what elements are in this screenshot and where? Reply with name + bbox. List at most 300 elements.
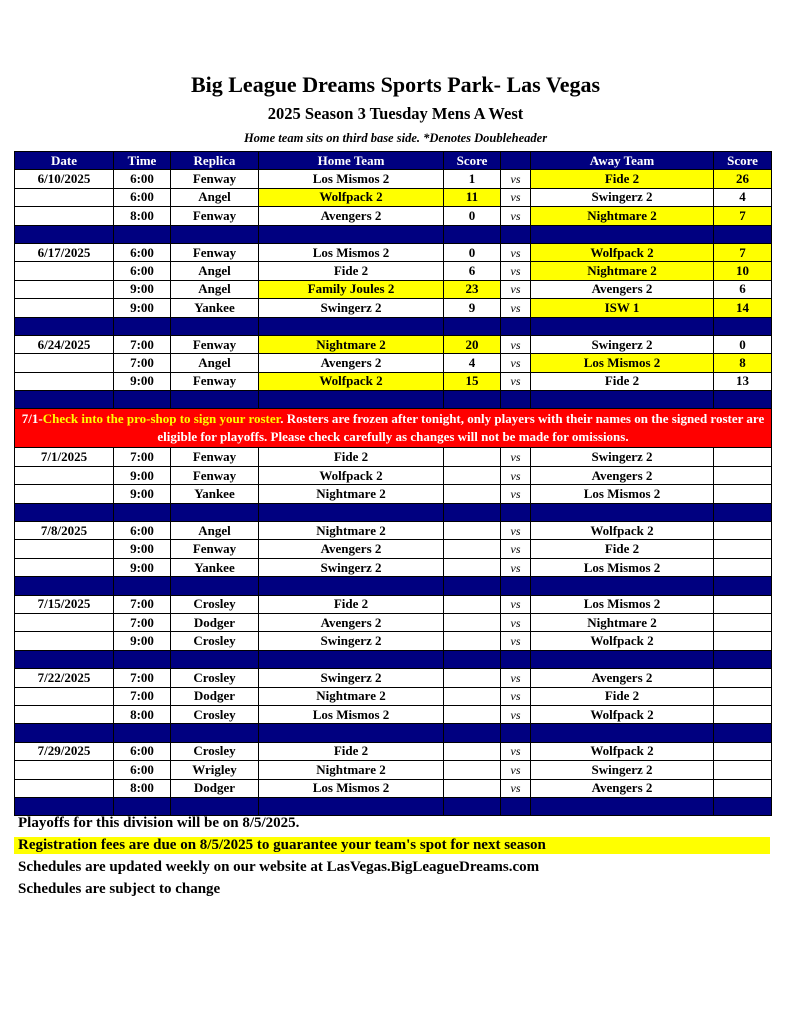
time-cell: 9:00 [114, 280, 171, 298]
away-score-cell [714, 687, 772, 705]
week-separator-row [15, 391, 772, 409]
week-separator-row [15, 797, 772, 815]
game-row [15, 595, 772, 613]
vs-label: vs [501, 558, 531, 576]
separator-cell [114, 391, 171, 409]
separator-cell [714, 797, 772, 815]
separator-cell [444, 724, 501, 742]
away-team-cell: Nightmare 2 [531, 262, 714, 280]
date-cell: 6/17/2025 [15, 243, 114, 261]
date-cell: 6/10/2025 [15, 170, 114, 188]
game-row [15, 540, 772, 558]
date-cell [15, 761, 114, 779]
game-row [15, 335, 772, 353]
separator-cell [501, 317, 531, 335]
home-score-cell [444, 705, 501, 723]
game-row [15, 687, 772, 705]
vs-label: vs [501, 188, 531, 206]
away-score-cell [714, 779, 772, 797]
field-cell: Angel [171, 280, 259, 298]
date-cell [15, 687, 114, 705]
home-score-cell: 9 [444, 299, 501, 317]
time-cell: 7:00 [114, 687, 171, 705]
separator-cell [501, 650, 531, 668]
separator-cell [15, 724, 114, 742]
separator-cell [259, 724, 444, 742]
home-team-cell: Family Joules 2 [259, 280, 444, 298]
vs-label: vs [501, 632, 531, 650]
away-score-cell [714, 742, 772, 760]
away-team-cell: Wolfpack 2 [531, 632, 714, 650]
home-team-cell: Wolfpack 2 [259, 372, 444, 390]
playoffs-note: Playoffs for this division will be on 8/5/2025. [18, 815, 300, 831]
home-score-cell: 0 [444, 207, 501, 225]
column-header-date: Date [15, 152, 114, 170]
home-score-cell [444, 558, 501, 576]
vs-label: vs [501, 466, 531, 484]
separator-cell [531, 317, 714, 335]
home-team-cell: Los Mismos 2 [259, 779, 444, 797]
field-cell: Yankee [171, 299, 259, 317]
away-score-cell: 7 [714, 243, 772, 261]
separator-cell [114, 503, 171, 521]
field-cell: Fenway [171, 466, 259, 484]
field-cell: Dodger [171, 613, 259, 631]
away-team-cell: Wolfpack 2 [531, 243, 714, 261]
separator-cell [501, 225, 531, 243]
separator-cell [531, 391, 714, 409]
time-cell: 8:00 [114, 705, 171, 723]
separator-cell [171, 724, 259, 742]
time-cell: 9:00 [114, 466, 171, 484]
separator-cell [444, 391, 501, 409]
vs-label: vs [501, 742, 531, 760]
notice-body: . Rosters are frozen after tonight, only players with their names on the signed roster are eligible for playoffs. Please check carefully as changes will not be made for omissions. [157, 411, 765, 445]
vs-label: vs [501, 372, 531, 390]
time-cell: 7:00 [114, 669, 171, 687]
game-row [15, 207, 772, 225]
away-team-cell: Avengers 2 [531, 280, 714, 298]
away-score-cell: 14 [714, 299, 772, 317]
week-separator-row [15, 724, 772, 742]
field-cell: Fenway [171, 207, 259, 225]
game-row [15, 448, 772, 466]
field-cell: Dodger [171, 779, 259, 797]
separator-cell [171, 577, 259, 595]
week-separator-row [15, 503, 772, 521]
game-row [15, 262, 772, 280]
separator-cell [259, 391, 444, 409]
away-team-cell: Avengers 2 [531, 466, 714, 484]
away-team-cell: Avengers 2 [531, 779, 714, 797]
away-score-cell: 7 [714, 207, 772, 225]
vs-label: vs [501, 280, 531, 298]
separator-cell [531, 503, 714, 521]
away-team-cell: Los Mismos 2 [531, 485, 714, 503]
separator-cell [444, 650, 501, 668]
home-team-cell: Los Mismos 2 [259, 243, 444, 261]
page-title: Big League Dreams Sports Park- Las Vegas [190, 72, 601, 97]
field-cell: Yankee [171, 558, 259, 576]
away-score-cell [714, 466, 772, 484]
game-row [15, 243, 772, 261]
away-score-cell [714, 669, 772, 687]
separator-cell [714, 391, 772, 409]
home-team-cell: Nightmare 2 [259, 522, 444, 540]
separator-cell [444, 225, 501, 243]
game-row [15, 280, 772, 298]
separator-cell [259, 797, 444, 815]
field-cell: Fenway [171, 243, 259, 261]
separator-cell [714, 503, 772, 521]
date-cell [15, 540, 114, 558]
away-team-cell: Wolfpack 2 [531, 705, 714, 723]
vs-label: vs [501, 595, 531, 613]
separator-cell [501, 391, 531, 409]
home-score-cell [444, 448, 501, 466]
vs-label: vs [501, 540, 531, 558]
separator-cell [259, 577, 444, 595]
home-team-cell: Swingerz 2 [259, 632, 444, 650]
time-cell: 6:00 [114, 170, 171, 188]
separator-cell [15, 225, 114, 243]
vs-label: vs [501, 335, 531, 353]
vs-label: vs [501, 299, 531, 317]
home-team-cell: Avengers 2 [259, 354, 444, 372]
separator-cell [444, 503, 501, 521]
game-row [15, 705, 772, 723]
field-cell: Angel [171, 262, 259, 280]
date-cell [15, 280, 114, 298]
field-cell: Angel [171, 188, 259, 206]
separator-cell [501, 503, 531, 521]
date-cell [15, 466, 114, 484]
field-cell: Fenway [171, 170, 259, 188]
home-score-cell [444, 522, 501, 540]
home-team-cell: Fide 2 [259, 595, 444, 613]
game-row [15, 613, 772, 631]
roster-notice-row [15, 409, 772, 448]
field-cell: Wrigley [171, 761, 259, 779]
home-team-cell: Wolfpack 2 [259, 188, 444, 206]
date-cell: 7/29/2025 [15, 742, 114, 760]
date-cell [15, 207, 114, 225]
away-score-cell [714, 705, 772, 723]
time-cell: 7:00 [114, 448, 171, 466]
field-cell: Crosley [171, 742, 259, 760]
week-separator-row [15, 650, 772, 668]
home-score-cell: 4 [444, 354, 501, 372]
date-cell [15, 354, 114, 372]
home-team-cell: Fide 2 [259, 448, 444, 466]
home-score-cell [444, 632, 501, 650]
field-cell: Dodger [171, 687, 259, 705]
date-cell [15, 779, 114, 797]
home-score-cell: 23 [444, 280, 501, 298]
vs-label: vs [501, 448, 531, 466]
date-cell [15, 485, 114, 503]
column-header-home-score: Score [444, 152, 501, 170]
separator-cell [501, 797, 531, 815]
home-score-cell: 11 [444, 188, 501, 206]
away-score-cell: 10 [714, 262, 772, 280]
home-team-cell: Avengers 2 [259, 207, 444, 225]
home-score-cell: 20 [444, 335, 501, 353]
vs-label: vs [501, 779, 531, 797]
home-team-cell: Fide 2 [259, 262, 444, 280]
column-header-vs [501, 152, 531, 170]
registration-note: Registration fees are due on 8/5/2025 to guarantee your team's spot for next season [14, 837, 770, 854]
away-score-cell: 13 [714, 372, 772, 390]
home-score-cell [444, 761, 501, 779]
home-team-cell: Los Mismos 2 [259, 705, 444, 723]
separator-cell [15, 797, 114, 815]
date-cell [15, 632, 114, 650]
away-score-cell [714, 595, 772, 613]
away-team-cell: Los Mismos 2 [531, 354, 714, 372]
time-cell: 9:00 [114, 558, 171, 576]
time-cell: 9:00 [114, 299, 171, 317]
game-row [15, 485, 772, 503]
separator-cell [531, 724, 714, 742]
time-cell: 7:00 [114, 335, 171, 353]
separator-cell [531, 650, 714, 668]
separator-cell [15, 391, 114, 409]
field-cell: Fenway [171, 540, 259, 558]
home-team-cell: Fide 2 [259, 742, 444, 760]
time-cell: 9:00 [114, 485, 171, 503]
separator-cell [531, 225, 714, 243]
separator-cell [171, 317, 259, 335]
notice-highlight: Check into the pro-shop to sign your roster [42, 411, 281, 427]
date-cell [15, 613, 114, 631]
game-row [15, 372, 772, 390]
time-cell: 8:00 [114, 207, 171, 225]
time-cell: 7:00 [114, 595, 171, 613]
separator-cell [15, 317, 114, 335]
separator-cell [114, 797, 171, 815]
time-cell: 7:00 [114, 354, 171, 372]
game-row [15, 632, 772, 650]
field-cell: Crosley [171, 595, 259, 613]
time-cell: 8:00 [114, 779, 171, 797]
vs-label: vs [501, 761, 531, 779]
roster-notice [15, 409, 772, 448]
away-score-cell [714, 485, 772, 503]
separator-cell [171, 797, 259, 815]
field-cell: Crosley [171, 669, 259, 687]
home-score-cell [444, 485, 501, 503]
home-score-cell: 15 [444, 372, 501, 390]
field-cell: Angel [171, 522, 259, 540]
table-header-row [15, 152, 772, 170]
date-cell: 7/1/2025 [15, 448, 114, 466]
time-cell: 9:00 [114, 372, 171, 390]
separator-cell [714, 317, 772, 335]
away-team-cell: Nightmare 2 [531, 613, 714, 631]
home-score-cell [444, 779, 501, 797]
time-cell: 9:00 [114, 540, 171, 558]
field-cell: Angel [171, 354, 259, 372]
date-cell [15, 705, 114, 723]
column-header-home-team: Home Team [259, 152, 444, 170]
season-subtitle: 2025 Season 3 Tuesday Mens A West [267, 104, 524, 123]
time-cell: 6:00 [114, 742, 171, 760]
time-cell: 6:00 [114, 243, 171, 261]
game-row [15, 779, 772, 797]
game-row [15, 354, 772, 372]
separator-cell [15, 503, 114, 521]
game-row [15, 522, 772, 540]
separator-cell [714, 577, 772, 595]
time-cell: 6:00 [114, 188, 171, 206]
separator-cell [114, 317, 171, 335]
away-team-cell: Los Mismos 2 [531, 595, 714, 613]
date-cell [15, 558, 114, 576]
away-team-cell: ISW 1 [531, 299, 714, 317]
home-team-cell: Nightmare 2 [259, 485, 444, 503]
date-cell [15, 188, 114, 206]
time-cell: 6:00 [114, 522, 171, 540]
separator-cell [171, 650, 259, 668]
date-cell: 7/22/2025 [15, 669, 114, 687]
home-team-cell: Avengers 2 [259, 613, 444, 631]
home-score-cell: 6 [444, 262, 501, 280]
game-row [15, 299, 772, 317]
away-team-cell: Swingerz 2 [531, 188, 714, 206]
separator-cell [444, 317, 501, 335]
column-header-away-team: Away Team [531, 152, 714, 170]
away-score-cell [714, 613, 772, 631]
home-team-cell: Swingerz 2 [259, 299, 444, 317]
home-score-cell: 1 [444, 170, 501, 188]
vs-label: vs [501, 687, 531, 705]
home-score-cell: 0 [444, 243, 501, 261]
away-score-cell [714, 540, 772, 558]
away-score-cell [714, 448, 772, 466]
column-header-replica: Replica [171, 152, 259, 170]
schedule-note: Home team sits on third base side. *Denotes Doubleheader [243, 131, 548, 145]
separator-cell [114, 724, 171, 742]
field-cell: Fenway [171, 448, 259, 466]
time-cell: 7:00 [114, 613, 171, 631]
separator-cell [714, 650, 772, 668]
vs-label: vs [501, 243, 531, 261]
home-score-cell [444, 687, 501, 705]
separator-cell [444, 797, 501, 815]
separator-cell [114, 225, 171, 243]
separator-cell [15, 577, 114, 595]
game-row [15, 558, 772, 576]
away-team-cell: Swingerz 2 [531, 761, 714, 779]
home-score-cell [444, 669, 501, 687]
vs-label: vs [501, 705, 531, 723]
subject-to-change-note: Schedules are subject to change [18, 881, 221, 897]
game-row [15, 188, 772, 206]
home-score-cell [444, 595, 501, 613]
time-cell: 6:00 [114, 761, 171, 779]
game-row [15, 669, 772, 687]
away-team-cell: Fide 2 [531, 170, 714, 188]
separator-cell [714, 724, 772, 742]
notice-date: 7/1- [21, 411, 43, 427]
away-team-cell: Swingerz 2 [531, 335, 714, 353]
separator-cell [501, 577, 531, 595]
separator-cell [531, 577, 714, 595]
date-cell: 7/8/2025 [15, 522, 114, 540]
home-team-cell: Swingerz 2 [259, 558, 444, 576]
separator-cell [15, 650, 114, 668]
home-team-cell: Los Mismos 2 [259, 170, 444, 188]
away-team-cell: Avengers 2 [531, 669, 714, 687]
away-score-cell [714, 522, 772, 540]
field-cell: Yankee [171, 485, 259, 503]
away-team-cell: Swingerz 2 [531, 448, 714, 466]
separator-cell [501, 724, 531, 742]
separator-cell [259, 317, 444, 335]
away-team-cell: Los Mismos 2 [531, 558, 714, 576]
home-score-cell [444, 466, 501, 484]
separator-cell [444, 577, 501, 595]
field-cell: Fenway [171, 372, 259, 390]
home-team-cell: Nightmare 2 [259, 761, 444, 779]
away-score-cell: 0 [714, 335, 772, 353]
date-cell [15, 372, 114, 390]
column-header-away-score: Score [714, 152, 772, 170]
field-cell: Crosley [171, 705, 259, 723]
away-team-cell: Fide 2 [531, 687, 714, 705]
time-cell: 9:00 [114, 632, 171, 650]
time-cell: 6:00 [114, 262, 171, 280]
separator-cell [714, 225, 772, 243]
away-team-cell: Fide 2 [531, 372, 714, 390]
vs-label: vs [501, 354, 531, 372]
away-score-cell [714, 761, 772, 779]
away-score-cell: 8 [714, 354, 772, 372]
away-team-cell: Wolfpack 2 [531, 522, 714, 540]
away-score-cell [714, 632, 772, 650]
game-row [15, 466, 772, 484]
date-cell: 6/24/2025 [15, 335, 114, 353]
website-note: Schedules are updated weekly on our website at LasVegas.BigLeagueDreams.com [18, 859, 540, 875]
date-cell: 7/15/2025 [15, 595, 114, 613]
away-score-cell: 26 [714, 170, 772, 188]
away-score-cell: 4 [714, 188, 772, 206]
home-score-cell [444, 742, 501, 760]
away-team-cell: Nightmare 2 [531, 207, 714, 225]
separator-cell [114, 577, 171, 595]
field-cell: Fenway [171, 335, 259, 353]
vs-label: vs [501, 669, 531, 687]
vs-label: vs [501, 207, 531, 225]
week-separator-row [15, 577, 772, 595]
separator-cell [171, 503, 259, 521]
separator-cell [259, 503, 444, 521]
home-team-cell: Swingerz 2 [259, 669, 444, 687]
separator-cell [259, 650, 444, 668]
vs-label: vs [501, 262, 531, 280]
schedule-table [14, 151, 772, 816]
away-score-cell: 6 [714, 280, 772, 298]
home-score-cell [444, 613, 501, 631]
away-score-cell [714, 558, 772, 576]
home-team-cell: Nightmare 2 [259, 335, 444, 353]
separator-cell [259, 225, 444, 243]
home-team-cell: Avengers 2 [259, 540, 444, 558]
home-team-cell: Wolfpack 2 [259, 466, 444, 484]
home-team-cell: Nightmare 2 [259, 687, 444, 705]
vs-label: vs [501, 170, 531, 188]
